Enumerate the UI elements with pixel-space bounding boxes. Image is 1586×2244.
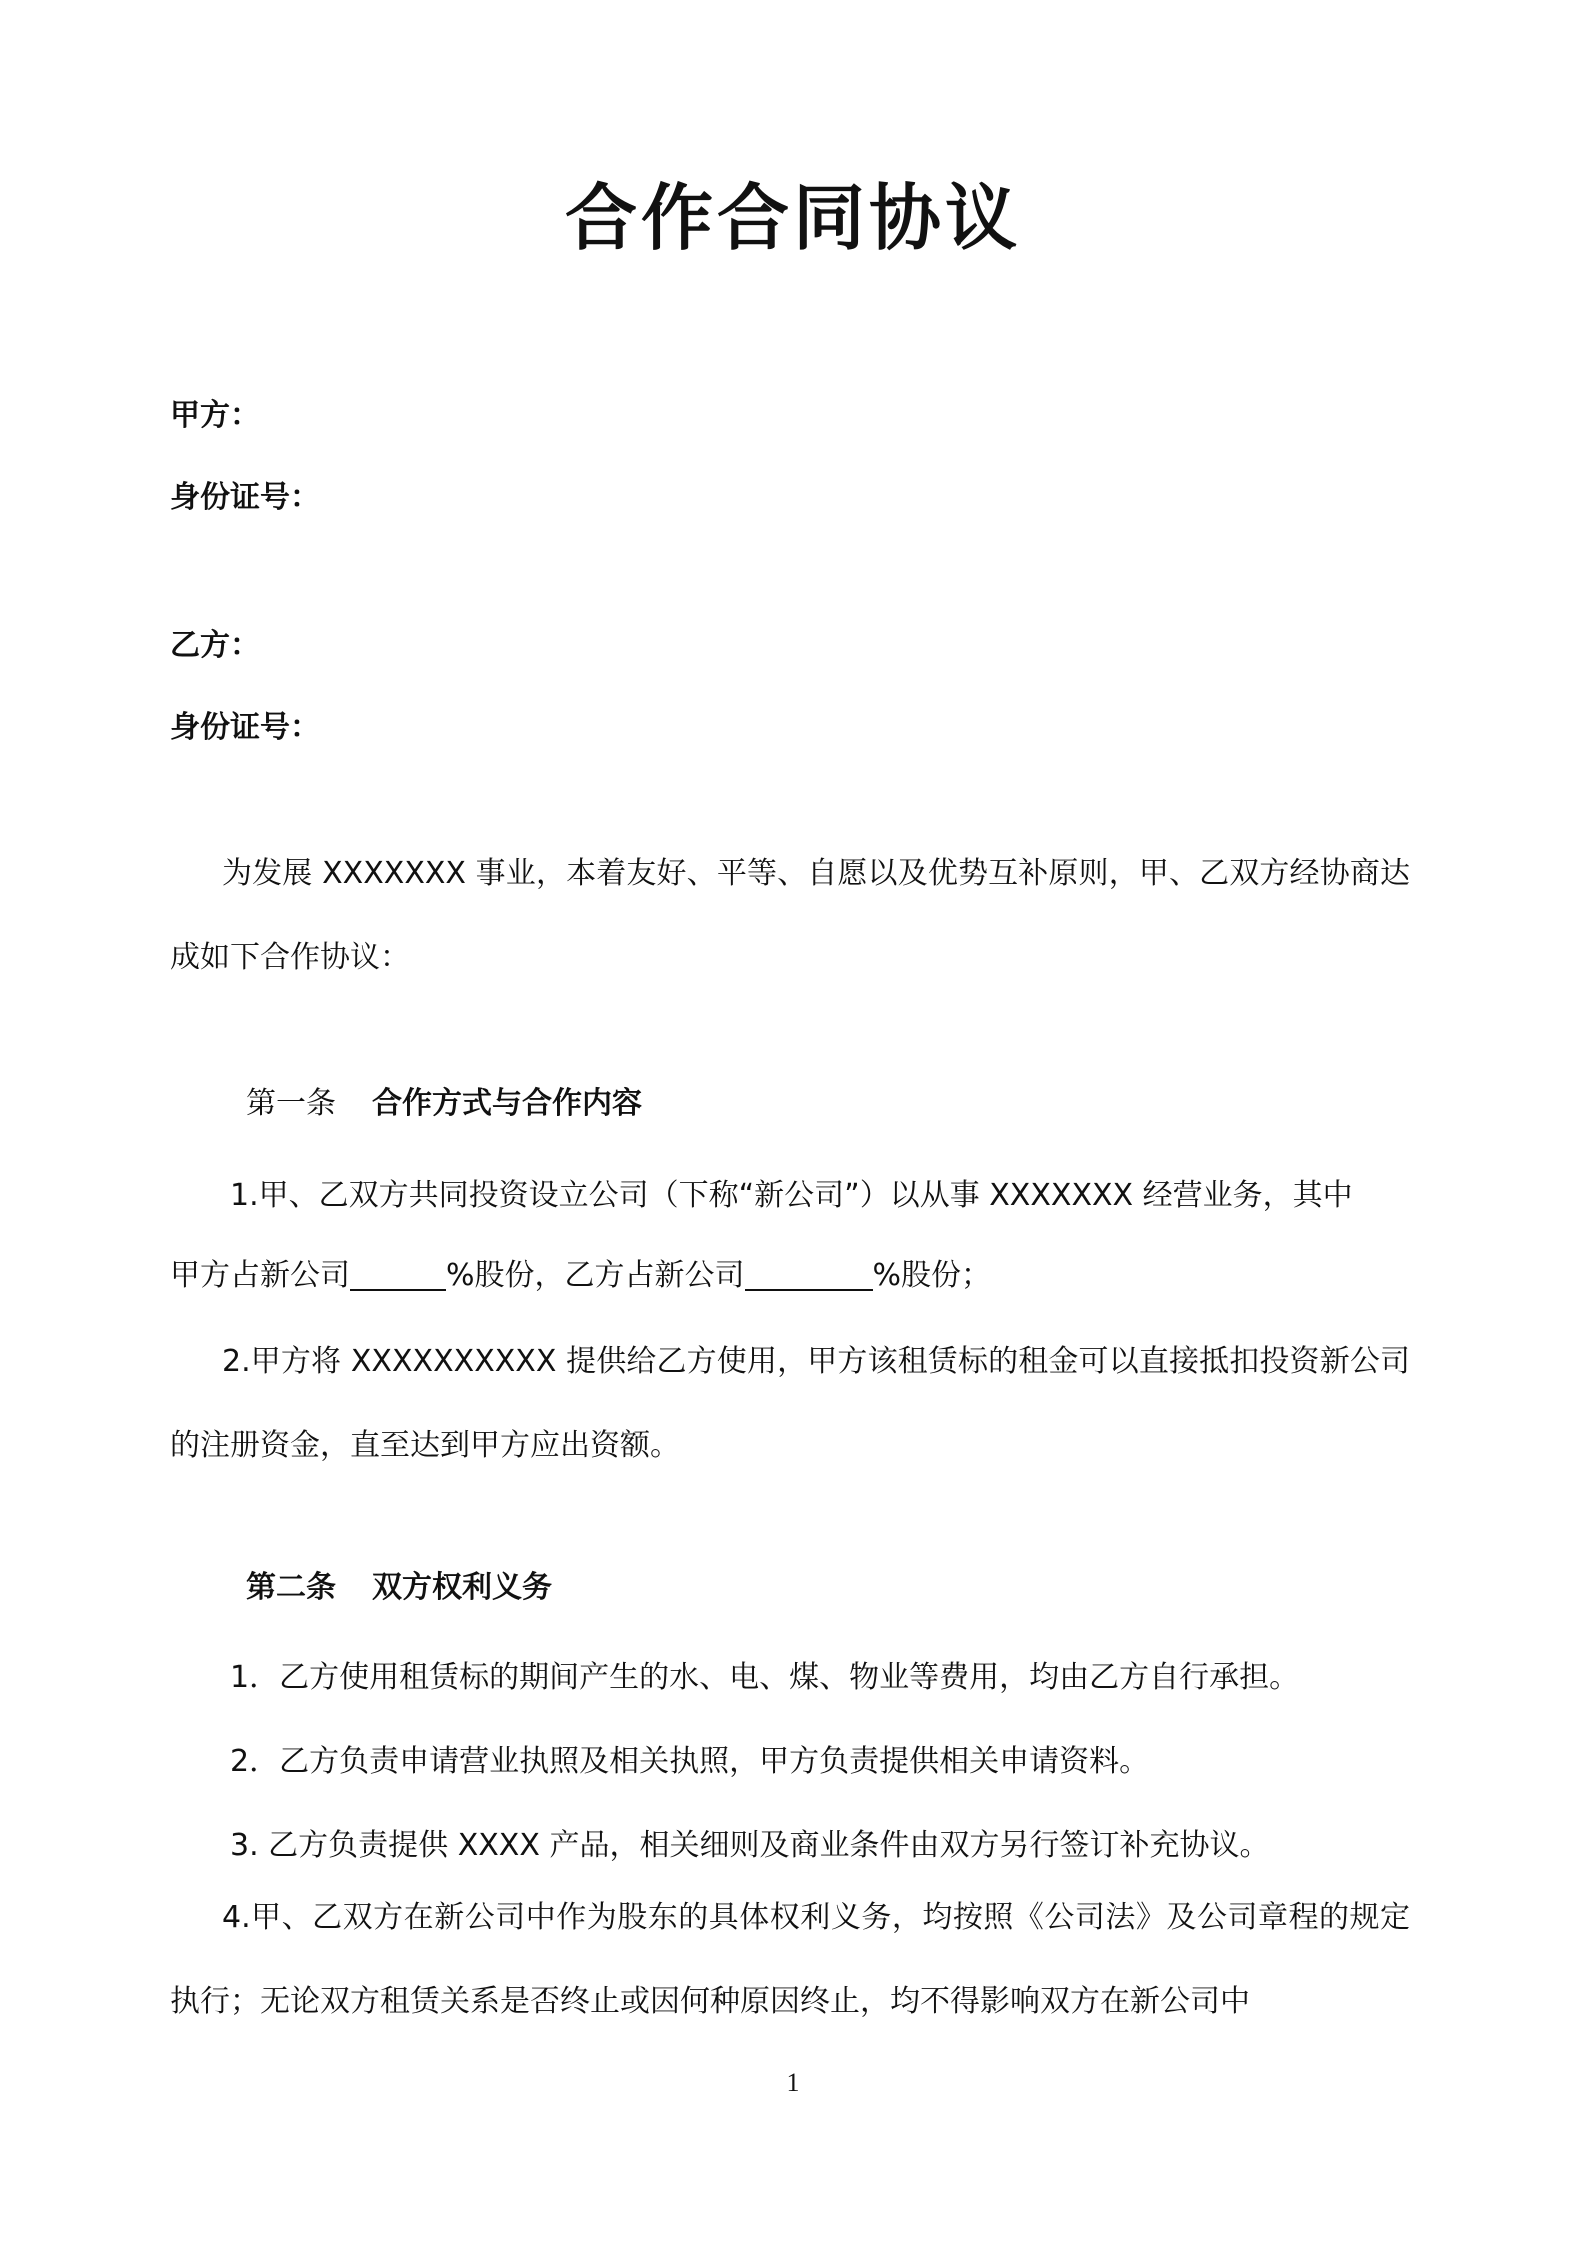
article-2-heading [246, 1562, 552, 1606]
document-title: 合作合同协议 [564, 176, 1021, 260]
article-2-title: 双方权利义务 [372, 1570, 552, 1605]
article-1-title: 合作方式与合作内容 [372, 1086, 642, 1121]
article-1-number: 第一条 [246, 1086, 336, 1121]
page-number: 1 [786, 2068, 800, 2097]
party-b-share-blank [745, 1257, 873, 1291]
party-a-share-blank [350, 1257, 446, 1291]
article-2-number: 第二条 [246, 1570, 336, 1605]
article-2-item-1: 1．乙方使用租赁标的期间产生的水、电、煤、物业等费用，均由乙方自行承担。 [230, 1660, 1300, 1695]
article-2-item-2: 2．乙方负责申请营业执照及相关执照，甲方负责提供相关申请资料。 [230, 1744, 1150, 1779]
party-a-share-text: 甲方占新公司 [170, 1258, 350, 1293]
party-a-label: 甲方： [170, 398, 260, 433]
party-b-id-label: 身份证号： [170, 710, 320, 745]
party-a-id-label: 身份证号： [170, 480, 320, 515]
article-1-item-1-line-2 [170, 1250, 991, 1294]
party-b-label: 乙方： [170, 628, 260, 663]
article-2-item-3: 3. 乙方负责提供 XXXX 产品，相关细则及商业条件由双方另行签订补充协议。 [230, 1828, 1270, 1863]
intro-paragraph: 为发展 XXXXXXX 事业，本着友好、平等、自愿以及优势互补原则，甲、乙双方经协商达成如下合作协议： [170, 856, 1410, 975]
article-1-item-2: 2.甲方将 XXXXXXXXXX 提供给乙方使用，甲方该租赁标的租金可以直接抵扣投资新公司的注册资金，直至达到甲方应出资额。 [170, 1344, 1410, 1463]
article-1-item-1-line-1: 1.甲、乙双方共同投资设立公司（下称“新公司”）以从事 XXXXXXX 经营业务，其中 [230, 1178, 1353, 1213]
article-1-heading [246, 1078, 642, 1122]
article-2-item-4: 4.甲、乙双方在新公司中作为股东的具体权利义务，均按照《公司法》及公司章程的规定执行；无论双方租赁关系是否终止或因何种原因终止，均不得影响双方在新公司中 [170, 1900, 1410, 2019]
party-b-share-text: %股份，乙方占新公司 [446, 1258, 745, 1293]
share-suffix-text: %股份； [872, 1258, 992, 1293]
